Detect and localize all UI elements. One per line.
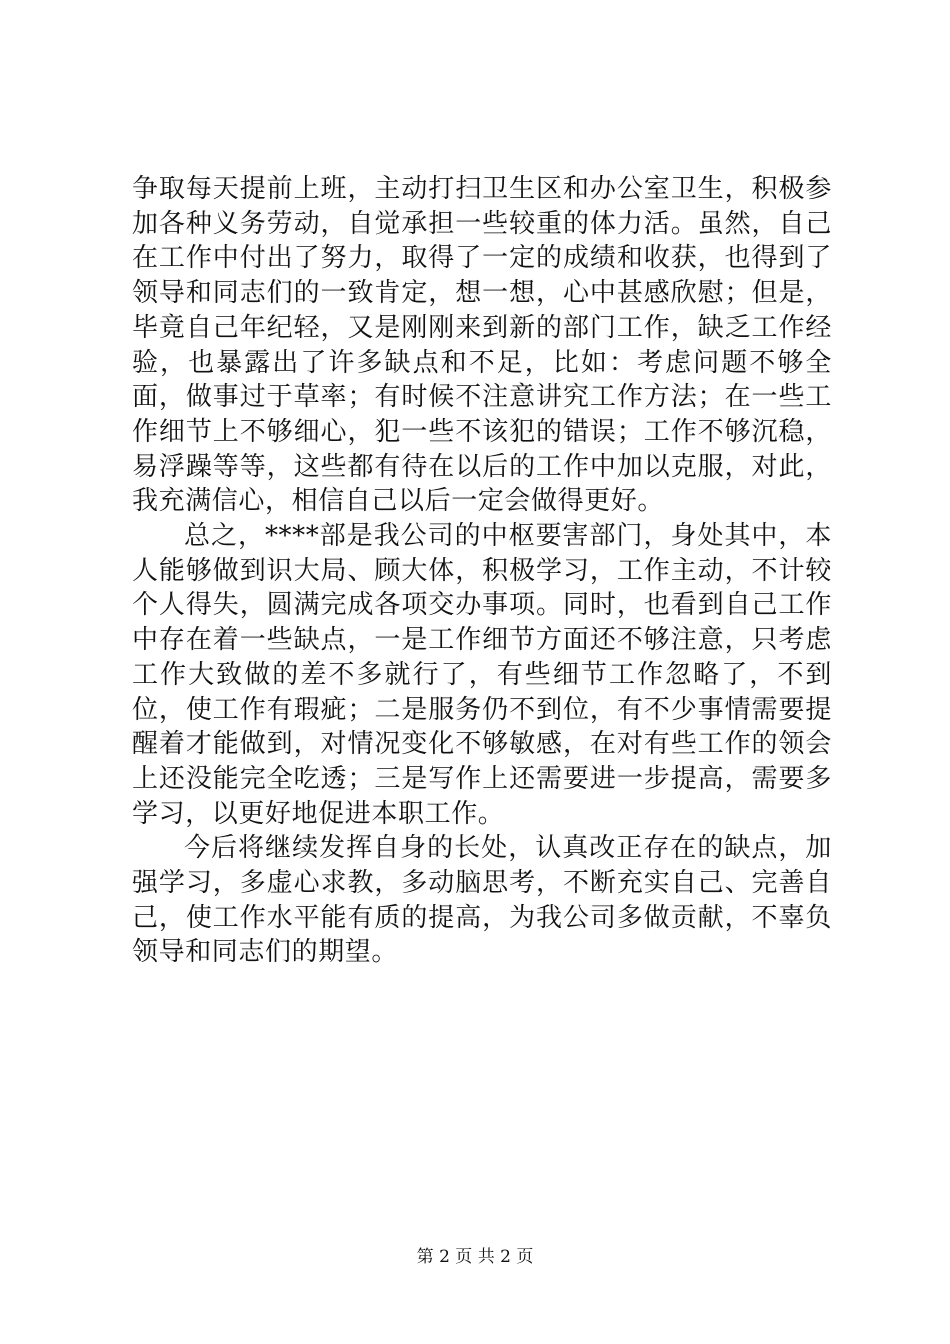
paragraph-outlook: 今后将继续发挥自身的长处，认真改正存在的缺点，加强学习，多虚心求教，多动脑思考，不断充实自己、完善自己，使工作水平能有质的提高，为我公司多做贡献，不辜负领导和同志们的期望。 xyxy=(132,833,832,968)
paragraph-summary: 总之，****部是我公司的中枢要害部门，身处其中，本人能够做到识大局、顾大体，积极学习，工作主动，不计较个人得失，圆满完成各项交办事项。同时，也看到自己工作中存在着一些缺点，一是工作细节方面还不够注意，只考虑工作大致做的差不多就行了，有些细节工作忽略了，不到位，使工作有瑕疵；二是服务仍不到位，有不少事情需要提醒着才能做到，对情况变化不够敏感，在对有些工作的领会上还没能完全吃透；三是写作上还需要进一步提高，需要多学习，以更好地促进本职工作。 xyxy=(132,521,832,829)
page-footer xyxy=(0,1242,950,1267)
paragraph-continuation: 争取每天提前上班，主动打扫卫生区和办公室卫生，积极参加各种义务劳动，自觉承担一些较重的体力活。虽然，自己在工作中付出了努力，取得了一定的成绩和收获，也得到了领导和同志们的一致肯定，想一想，心中甚感欣慰；但是，毕竟自己年纪轻，又是刚刚来到新的部门工作，缺乏工作经验，也暴露出了许多缺点和不足，比如：考虑问题不够全面，做事过于草率；有时候不注意讲究工作方法；在一些工作细节上不够细心，犯一些不该犯的错误；工作不够沉稳，易浮躁等等，这些都有待在以后的工作中加以克服，对此，我充满信心，相信自己以后一定会做得更好。 xyxy=(132,174,832,517)
document-body xyxy=(132,172,832,970)
page-number: 第 2 页 xyxy=(416,1247,473,1267)
page-total: 共 2 页 xyxy=(477,1247,534,1267)
